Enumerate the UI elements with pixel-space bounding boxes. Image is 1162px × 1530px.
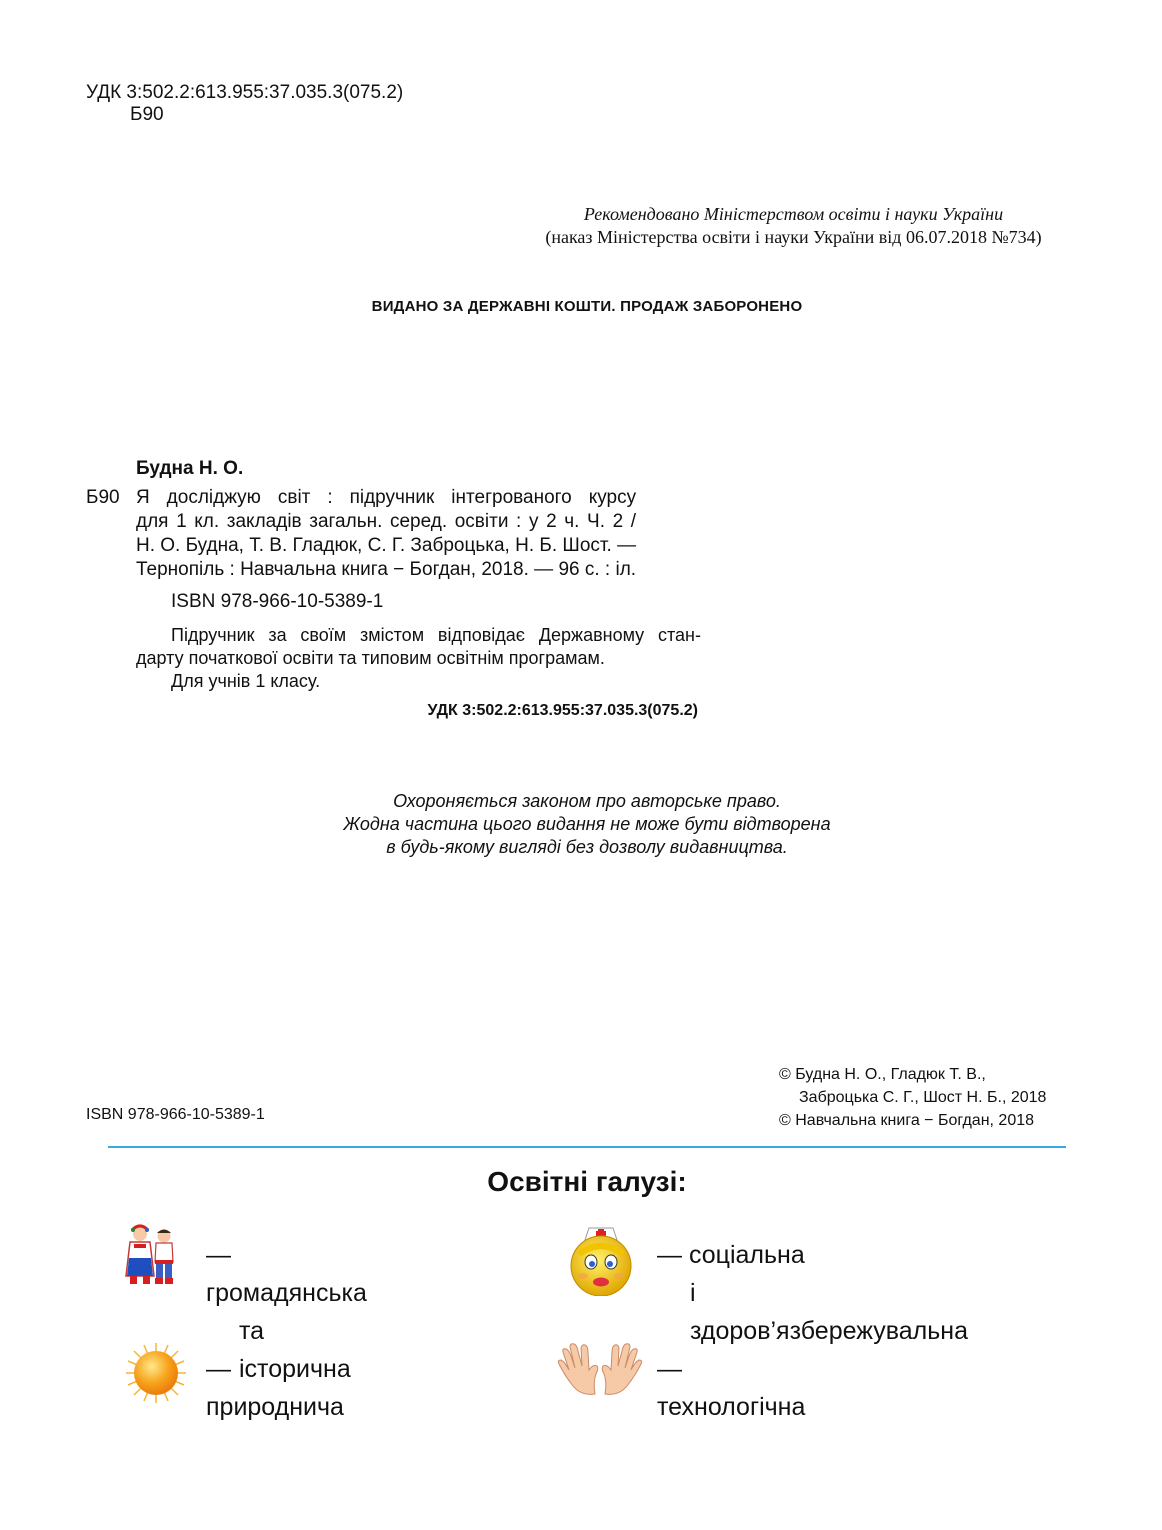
field-civic-label: — громадянська	[206, 1241, 367, 1307]
recommendation-line: Рекомендовано Міністерством освіти і науки України	[583, 204, 1004, 224]
isbn-bottom: ISBN 978-966-10-5389-1	[86, 1106, 265, 1123]
field-social-label-2: і здоров’язбережувальна	[690, 1279, 968, 1345]
recommendation-order: (наказ Міністерства освіти і науки України від 06.07.2018 №734)	[545, 227, 1042, 247]
udk-code: УДК 3:502.2:613.955:37.035.3(075.2)	[86, 82, 404, 103]
copyright-line: © Будна Н. О., Гладюк Т. В.,	[779, 1066, 986, 1083]
library-code: Б90	[130, 104, 164, 125]
annotation-line: дарту початкової освіти та типовим освітнім програмам.	[136, 648, 605, 668]
description-line: Я досліджую світ : підручник інтегрованого курсу	[136, 487, 637, 508]
field-civic-label-2: та історична	[239, 1317, 351, 1383]
description-line: Тернопіль : Навчальна книга − Богдан, 2018. — 96 с. : іл.	[136, 559, 637, 580]
open-hands-icon	[555, 1342, 645, 1411]
copyright-line: Жодна частина цього видання не може бути відтворена	[343, 814, 831, 834]
divider	[108, 1146, 1066, 1148]
field-nature-label: — природнича	[206, 1355, 344, 1421]
children-in-folk-costume-icon	[120, 1224, 182, 1299]
annotation	[86, 624, 701, 693]
copyright-notice	[0, 790, 1162, 859]
bibliographic-record	[86, 457, 701, 723]
smiling-face-nurse-icon	[565, 1220, 637, 1307]
copyright-holders	[779, 1063, 1046, 1132]
udk-header	[86, 82, 403, 126]
field-tech-label: — технологічна	[657, 1355, 806, 1421]
field-social-label: — соціальна	[657, 1241, 805, 1269]
udk-code-bold: УДК 3:502.2:613.955:37.035.3(075.2)	[427, 702, 698, 719]
author-name: Будна Н. О.	[136, 458, 244, 479]
state-funds-notice: ВИДАНО ЗА ДЕРЖАВНІ КОШТИ. ПРОДАЖ ЗАБОРОНЕНО	[371, 298, 803, 315]
copyright-line: © Навчальна книга − Богдан, 2018	[779, 1112, 1035, 1129]
book-description	[136, 486, 636, 582]
copyright-line: Заброцька С. Г., Шост Н. Б., 2018	[799, 1089, 1047, 1106]
sun-icon	[125, 1342, 187, 1415]
isbn: ISBN 978-966-10-5389-1	[171, 591, 384, 612]
library-code: Б90	[86, 487, 120, 508]
ministry-recommendation	[0, 203, 1162, 249]
fields-title: Освітні галузі:	[487, 1166, 687, 1197]
copyright-line: в будь-якому вигляді без дозволу видавництва.	[386, 837, 788, 857]
copyright-line: Охороняється законом про авторське право.	[393, 791, 781, 811]
annotation-line: Підручник за своїм змістом відповідає Державному стан-	[171, 625, 701, 645]
description-line: для 1 кл. закладів загальн. серед. освіти : у 2 ч. Ч. 2 /	[136, 511, 637, 532]
annotation-line: Для учнів 1 класу.	[171, 671, 321, 691]
description-line: Н. О. Будна, Т. В. Гладюк, С. Г. Заброцька, Н. Б. Шост. —	[136, 535, 637, 556]
